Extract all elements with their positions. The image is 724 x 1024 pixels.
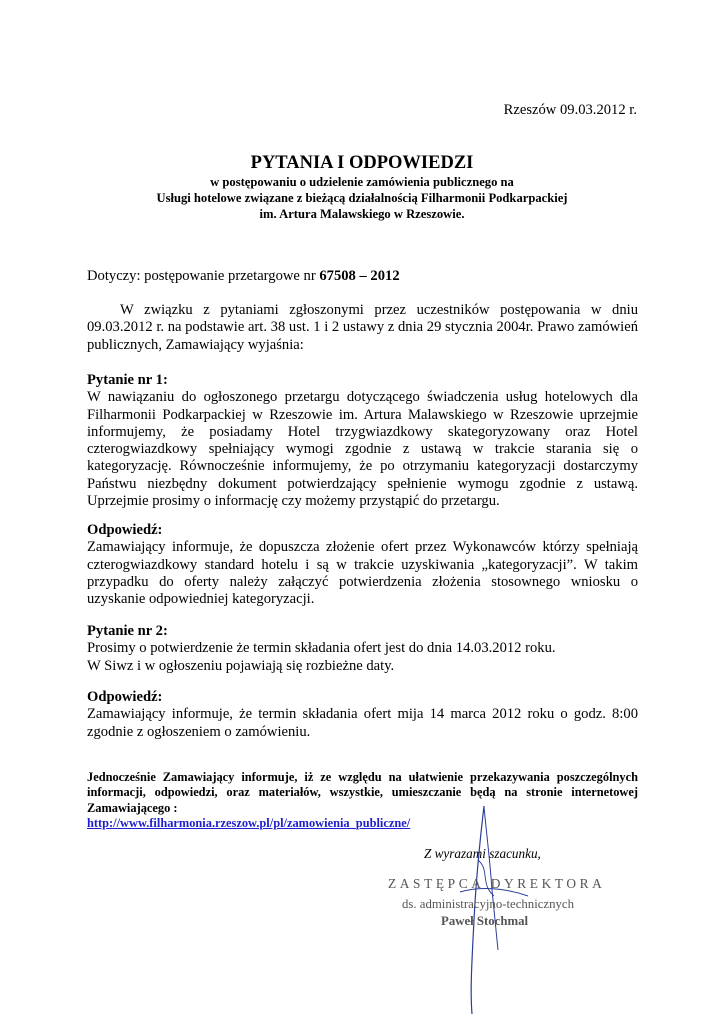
title-block bbox=[60, 152, 664, 222]
subtitle-line-2: Usługi hotelowe związane z bieżącą działalnością Filharmonii Podkarpackiej bbox=[156, 191, 568, 205]
document-date: Rzeszów 09.03.2012 r. bbox=[503, 102, 637, 118]
signatory-role: ZASTĘPCA DYREKTORA bbox=[388, 876, 606, 891]
signatory-department: ds. administracyjno-technicznych bbox=[402, 897, 574, 911]
question-1 bbox=[87, 372, 638, 510]
reference-prefix: Dotyczy: postępowanie przetargowe nr bbox=[87, 268, 320, 284]
question-2-heading: Pytanie nr 2: bbox=[87, 623, 168, 639]
signatory-name: Paweł Stochmal bbox=[441, 914, 529, 928]
answer-2 bbox=[87, 689, 638, 741]
answer-2-heading: Odpowiedź: bbox=[87, 689, 163, 705]
website-notice-text: Jednocześnie Zamawiający informuje, iż ze względu na ułatwienie przekazywania poszczególnych informacji, odpowiedzi, oraz materiałów, wszystkie, umieszczanie będą na stronie internetowej Zamawiającego : bbox=[87, 770, 638, 815]
question-1-text: W nawiązaniu do ogłoszonego przetargu dotyczącego świadczenia usług hotelowych dla Filharmonii Podkarpackiej w Rzeszowie im. Artura Malawskiego w Rzeszowie uprzejmie informujemy, że posiadamy Hotel trzygwiazdkowy skategoryzowany oraz Hotel czterogwiazdkowy spełniający wymogi zgodnie z ustawą w trakcie starania się o kategoryzację. Równocześnie informujemy, że po otrzymaniu kategoryzacji dostarczymy Państwu niezbędny dokument potwierdzający spełnienie wymogu zgodnie z ustawą. Uprzejmie prosimy o informację czy możemy przystąpić do przetargu. bbox=[87, 389, 638, 510]
answer-2-text: Zamawiający informuje, że termin składania ofert mija 14 marca 2012 roku o godz. 8:00 zgodnie z ogłoszeniem o zamówieniu. bbox=[87, 706, 638, 740]
answer-1-heading: Odpowiedź: bbox=[87, 522, 163, 538]
answer-1-text: Zamawiający informuje, że dopuszcza złożenie ofert przez Wykonawców którzy spełniają czterogwiazdkowy standard hotelu i są w trakcie uzyskiwania „kategoryzacji”. W takim przypadku do oferty należy załączyć potwierdzenia złożenia stosownego wniosku o uzyskanie odpowiedniej kategoryzacji. bbox=[87, 539, 638, 608]
question-2-line-2: W Siwz i w ogłoszeniu pojawiają się rozbieżne daty. bbox=[87, 657, 395, 674]
website-link[interactable]: http://www.filharmonia.rzeszow.pl/pl/zamowienia_publiczne/ bbox=[87, 816, 411, 831]
reference-line bbox=[87, 268, 638, 285]
document-title: PYTANIA I ODPOWIEDZI bbox=[250, 153, 474, 173]
reference-number: 67508 – 2012 bbox=[319, 268, 400, 284]
question-1-heading: Pytanie nr 1: bbox=[87, 372, 168, 388]
closing-phrase: Z wyrazami szacunku, bbox=[424, 846, 541, 861]
subtitle-line-3: im. Artura Malawskiego w Rzeszowie. bbox=[259, 207, 465, 221]
website-notice bbox=[87, 770, 638, 832]
answer-1 bbox=[87, 522, 638, 608]
subtitle-line-1: w postępowaniu o udzielenie zamówienia publicznego na bbox=[210, 175, 514, 189]
question-2-line-1: Prosimy o potwierdzenie że termin składania ofert jest do dnia 14.03.2012 roku. bbox=[87, 640, 556, 657]
question-2 bbox=[87, 623, 638, 675]
intro-paragraph: W związku z pytaniami zgłoszonymi przez uczestników postępowania w dniu 09.03.2012 r. na podstawie art. 38 ust. 1 i 2 ustawy z dnia 29 stycznia 2004r. Prawo zamówień publicznych, Zamawiający wyjaśnia: bbox=[87, 302, 638, 353]
